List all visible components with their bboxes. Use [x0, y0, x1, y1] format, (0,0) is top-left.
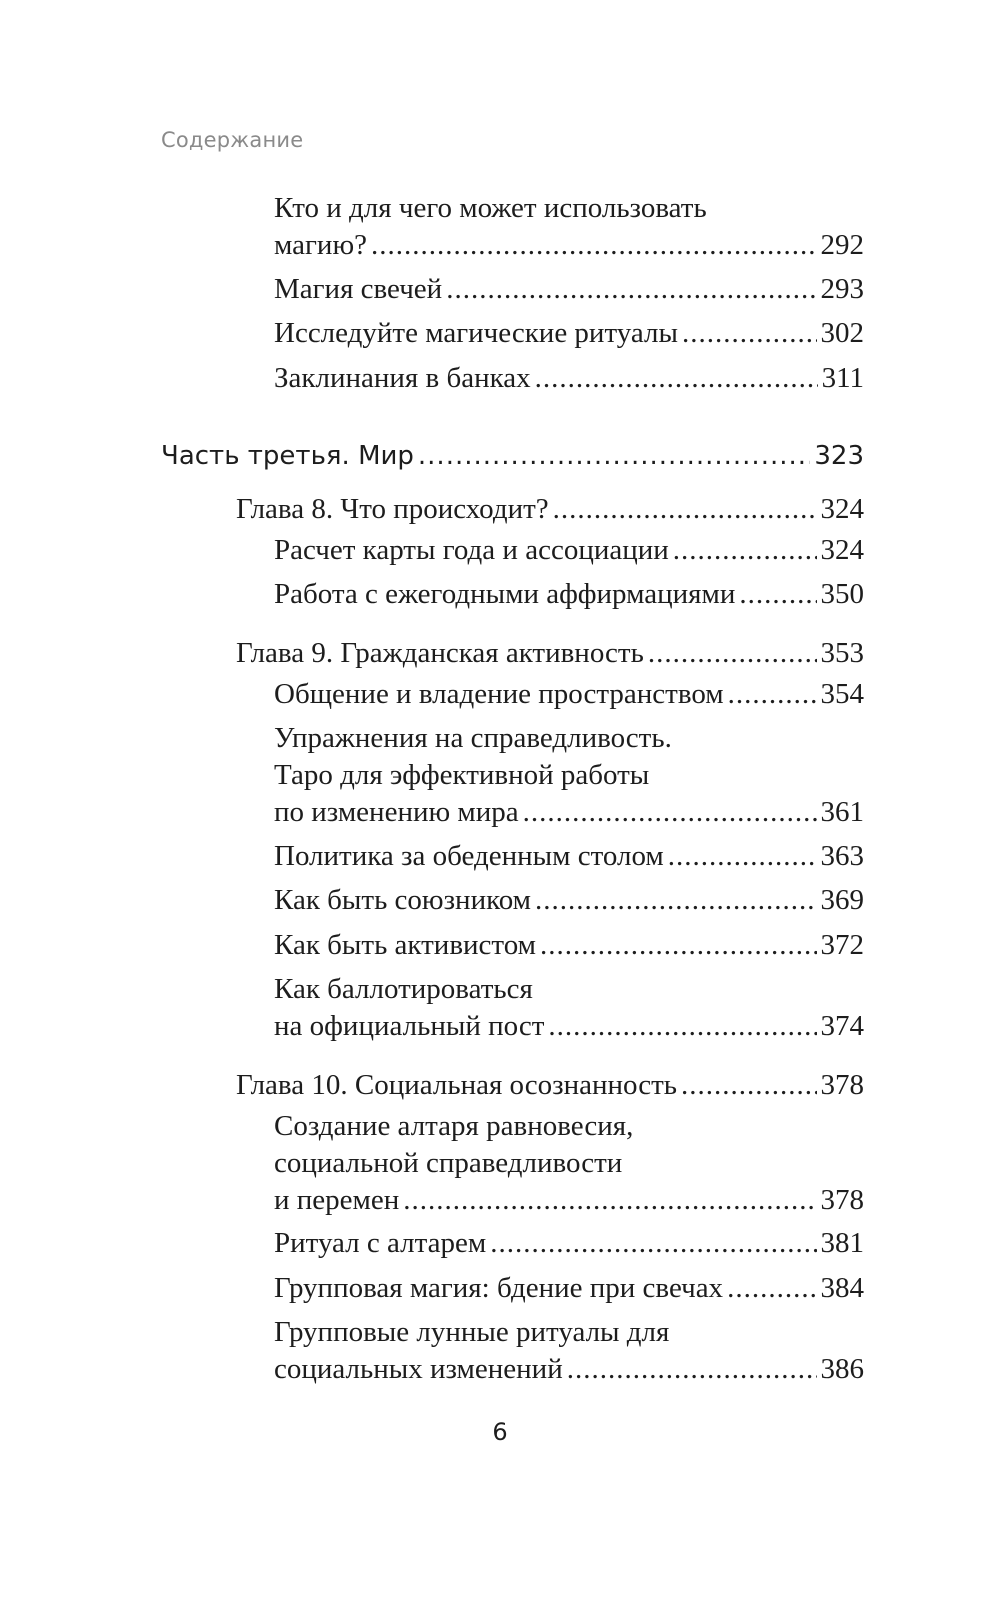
toc-entry-title-line: социальной справедливости: [274, 1147, 623, 1179]
toc-entry-final-line: [274, 1008, 864, 1045]
toc-entry-page: 324: [820, 534, 864, 566]
dot-leader: [648, 635, 817, 672]
dot-leader: [446, 271, 816, 308]
page-number: 6: [492, 1418, 508, 1446]
toc-entry-page: 292: [820, 229, 864, 261]
dot-leader: [567, 1351, 817, 1388]
toc-entry-title: Политика за обеденным столом: [274, 840, 664, 872]
toc-entry-page: 381: [820, 1227, 864, 1259]
toc-entry-title-line: Создание алтаря равновесия,: [274, 1110, 634, 1142]
dot-leader: [682, 315, 817, 352]
dot-leader: [540, 927, 816, 964]
toc-entry-title: Как быть союзником: [274, 884, 532, 916]
toc-entry-page: 302: [820, 317, 864, 349]
toc-entry-title-line: Групповые лунные ритуалы для: [274, 1316, 670, 1348]
toc-entry-title: Общение и владение пространством: [274, 678, 724, 710]
toc-entry-title: Расчет карты года и ассоциации: [274, 534, 669, 566]
toc-entry-sec: [274, 927, 864, 964]
toc-entry-final-line: [274, 927, 864, 964]
running-head: Содержание: [161, 128, 304, 152]
toc-entry-final-line: [236, 491, 864, 528]
toc-entry-page: 372: [820, 929, 864, 961]
toc-entry-sec: [274, 576, 864, 613]
toc-entry-sec: [274, 360, 864, 397]
toc-entry-final-line: [274, 1270, 864, 1307]
toc-entry-sec: [274, 1314, 864, 1388]
dot-leader: [490, 1225, 816, 1262]
toc-entry-final-line: [274, 360, 864, 397]
toc-entry-final-line: [274, 315, 864, 352]
toc-entry-page: 324: [820, 493, 864, 525]
toc-entry-title-line: Упражнения на справедливость.: [274, 722, 672, 754]
toc-entry-final-line: [274, 227, 864, 264]
dot-leader: [668, 838, 817, 875]
toc-entry-final-line: [274, 1225, 864, 1262]
toc-entry-final-line: [274, 1351, 864, 1388]
toc-entry-title-line: Таро для эффективной работы: [274, 759, 650, 791]
toc-entry-final-line: [161, 438, 864, 475]
dot-leader: [673, 532, 817, 569]
toc-entry-chap: [236, 635, 864, 672]
dot-leader: [523, 794, 817, 831]
toc-entry-sec: [274, 1270, 864, 1307]
toc-entry-chap: [236, 491, 864, 528]
toc-entry-final-line: [274, 838, 864, 875]
toc-entry-title: Заклинания в банках: [274, 362, 531, 394]
toc-entry-sec: [274, 271, 864, 308]
dot-leader: [728, 676, 817, 713]
toc-entry-part: [161, 438, 864, 475]
toc-entry-page: 323: [814, 441, 864, 471]
toc-entry-page: 363: [820, 840, 864, 872]
toc-entry-title: Магия свечей: [274, 273, 443, 305]
dot-leader: [371, 227, 817, 264]
toc-entry-title: Глава 9. Гражданская активность: [236, 637, 644, 669]
toc-entry-title: социальных изменений: [274, 1353, 563, 1385]
toc-entry-chap: [236, 1067, 864, 1104]
toc-entry-final-line: [274, 794, 864, 831]
toc-entry-title-line: Кто и для чего может использовать: [274, 192, 707, 224]
toc-entry-final-line: [274, 271, 864, 308]
toc-entry-title: Работа с ежегодными аффирмациями: [274, 578, 736, 610]
dot-leader: [548, 1008, 816, 1045]
toc-entry-title: Ритуал с алтарем: [274, 1227, 487, 1259]
toc-entry-title: Глава 8. Что происходит?: [236, 493, 549, 525]
toc-entry-page: 374: [820, 1010, 864, 1042]
toc-entry-sec: [274, 1108, 864, 1219]
toc-entry-page: 369: [820, 884, 864, 916]
toc-entry-title: Как быть активистом: [274, 929, 537, 961]
toc-entry-final-line: [236, 1067, 864, 1104]
toc-entry-title: Глава 10. Социальная осознанность: [236, 1069, 678, 1101]
toc-entry-page: 353: [820, 637, 864, 669]
toc-entry-sec: [274, 882, 864, 919]
toc-entry-title: Исследуйте магические ритуалы: [274, 317, 678, 349]
toc-entry-final-line: [236, 635, 864, 672]
toc-entry-sec: [274, 190, 864, 264]
dot-leader: [535, 882, 816, 919]
toc-entry-page: 378: [820, 1184, 864, 1216]
toc-entry-page: 350: [820, 578, 864, 610]
toc-entry-page: 386: [820, 1353, 864, 1385]
toc-entry-title: Групповая магия: бдение при свечах: [274, 1272, 724, 1304]
dot-leader: [727, 1270, 816, 1307]
dot-leader: [739, 576, 816, 613]
toc-entry-final-line: [274, 676, 864, 713]
toc-entry-sec: [274, 838, 864, 875]
toc-entry-final-line: [274, 882, 864, 919]
toc-entry-page: 378: [820, 1069, 864, 1101]
toc-entry-title-line: Как баллотироваться: [274, 973, 533, 1005]
toc-entry-page: 361: [820, 796, 864, 828]
dot-leader: [681, 1067, 816, 1104]
toc-entry-final-line: [274, 1182, 864, 1219]
toc-entry-title: по изменению мира: [274, 796, 519, 828]
toc-entry-page: 354: [820, 678, 864, 710]
toc-entry-final-line: [274, 576, 864, 613]
toc-entry-sec: [274, 676, 864, 713]
dot-leader: [553, 491, 817, 528]
toc-entry-sec: [274, 720, 864, 831]
toc-entry-title: Часть третья. Мир: [161, 441, 414, 471]
toc-entry-title: и перемен: [274, 1184, 400, 1216]
toc-entry-sec: [274, 315, 864, 352]
dot-leader: [535, 360, 818, 397]
toc-entry-title: магию?: [274, 229, 367, 261]
toc-entry-sec: [274, 971, 864, 1045]
toc-entry-title: на официальный пост: [274, 1010, 545, 1042]
dot-leader: [418, 438, 810, 475]
toc-entry-page: 311: [821, 362, 864, 394]
toc-entry-final-line: [274, 532, 864, 569]
toc-entry-page: 293: [820, 273, 864, 305]
toc-entry-sec: [274, 532, 864, 569]
toc-entry-page: 384: [820, 1272, 864, 1304]
toc-entry-sec: [274, 1225, 864, 1262]
dot-leader: [403, 1182, 816, 1219]
